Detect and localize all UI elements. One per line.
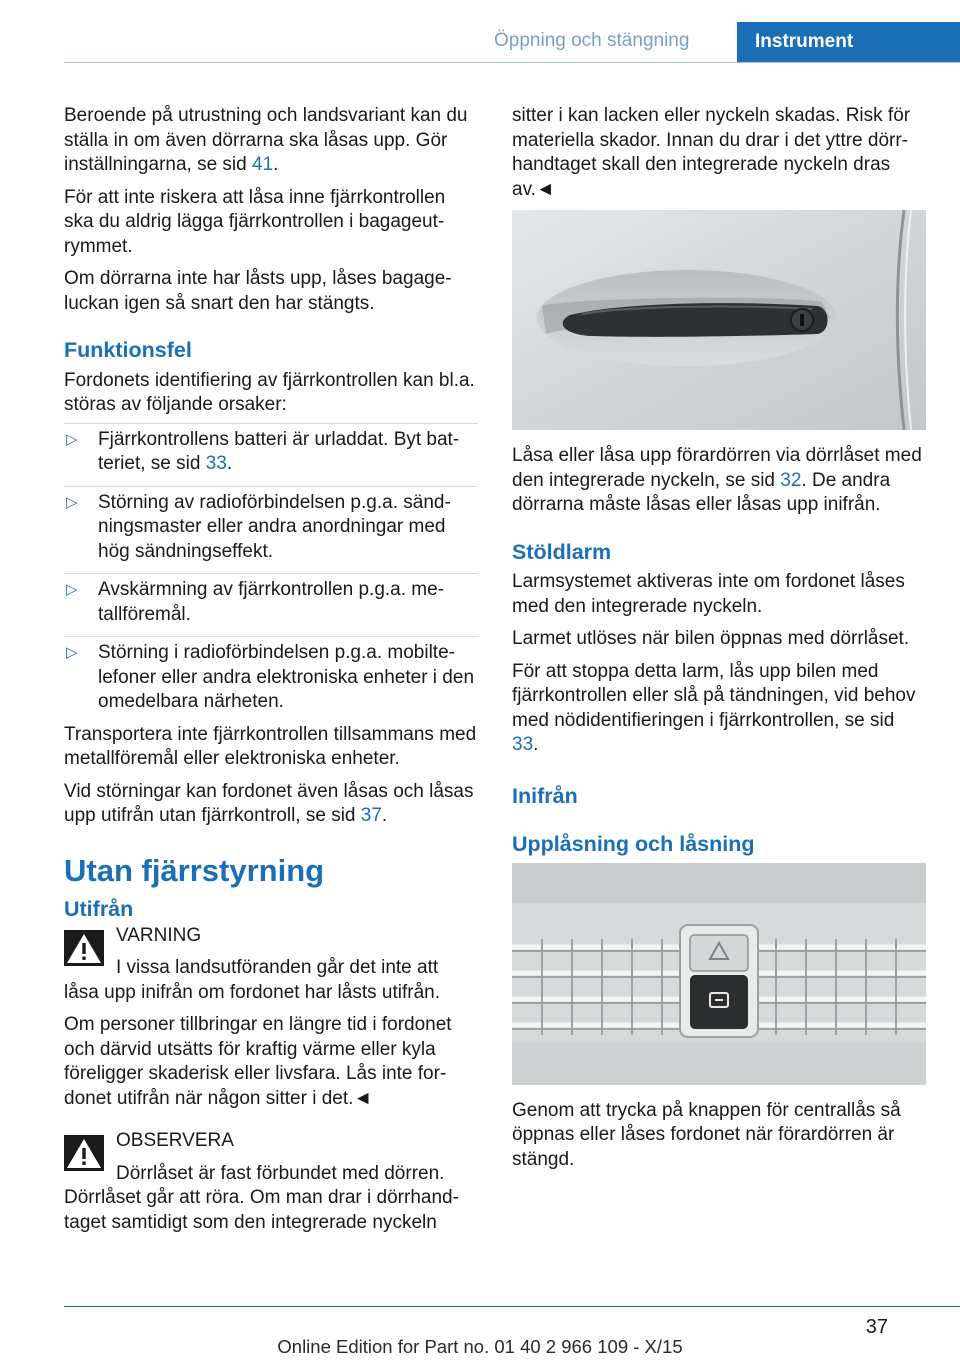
caution-text: Dörrlåset är fast förbundet med dörren. [116, 1162, 445, 1184]
warning-title: VARNING [116, 924, 202, 946]
paragraph: Om dörrarna inte har låsts upp, låses bagageluckan igen så snart den har stängts. [64, 268, 452, 314]
list-item: ▷ Avskärmning av fjärrkontrollen p.g.a. metallföremål. [64, 578, 478, 627]
paragraph: Om personer tillbringar en längre tid i fordonet och därvid utsätts för kraftig värme eller kyla föreligger skaderisk eller livsfara. Lås inte fordonet utifrån när någon sitter i det.◄ [64, 1014, 452, 1109]
paragraph: För att inte riskera att låsa inne fjärrkontrollen ska du aldrig lägga fjärrkontrollen i bagageutrymmet. [64, 186, 446, 257]
door-handle-image [512, 210, 926, 430]
page-link[interactable]: 33 [205, 453, 227, 474]
caution-title: OBSERVERA [116, 1130, 234, 1151]
footer-edition: Online Edition for Part no. 01 40 2 966 109 - X/15 [277, 1336, 683, 1357]
bullet-triangle-icon: ▷ [66, 430, 78, 448]
right-column [512, 104, 926, 1180]
bullet-triangle-icon: ▷ [66, 581, 78, 598]
heading-inside: Inifrån [512, 783, 578, 808]
paragraph: För att stoppa detta larm, lås upp bilen med fjärrkontrollen eller slå på tändningen, vid behov med nödidentifieringen i fjärrkontrollen, se sid 33. [512, 660, 916, 755]
central-lock-button-image [512, 863, 926, 1085]
list-item: ▷ Fjärrkontrollens batteri är urladdat. Byt batteriet, se sid 33. [64, 428, 478, 477]
heading-outside: Utifrån [64, 897, 134, 921]
paragraph: Beroende på utrustning och landsvariant kan du ställa in om även dörrarna ska låsas upp. Gör inställningarna, se sid 41. [64, 105, 468, 175]
warning-text: I vissa landsutföranden går det inte att [116, 957, 439, 978]
header-rule [64, 62, 960, 63]
warning-triangle-icon [64, 930, 104, 966]
page-link[interactable]: 32 [780, 469, 802, 491]
caution-box [64, 1129, 478, 1235]
left-column [64, 104, 478, 1243]
paragraph: Vid störningar kan fordonet även låsas och låsas upp utifrån utan fjärrkontroll, se sid 37. [64, 780, 474, 826]
paragraph: Transportera inte fjärrkontrollen tillsammans med metallföremål eller elektroniska enheter. [64, 723, 477, 769]
heading-main: Utan fjärrstyrning [64, 852, 325, 888]
heading-alarm: Stöldlarm [512, 539, 612, 564]
bullet-triangle-icon: ▷ [66, 644, 78, 661]
caution-text: Dörrlåset går att röra. Om man drar i dörrhandtaget samtidigt som den integrerade nyckeln [64, 1187, 459, 1233]
list-item: ▷ Störning av radioförbindelsen p.g.a. sändningsmaster eller andra anordningar med hög sändningseffekt. [64, 491, 478, 565]
warning-triangle-icon [64, 1135, 104, 1171]
page-link[interactable]: 37 [360, 805, 382, 826]
page-link[interactable]: 33 [512, 734, 534, 755]
footer-rule [64, 1306, 960, 1307]
header-tab: Instrument [737, 22, 960, 62]
page-link[interactable]: 41 [252, 154, 274, 175]
warning-text: låsa upp inifrån om fordonet har låsts utifrån. [64, 981, 440, 1003]
header-section-title: Öppning och stängning [494, 30, 690, 51]
page-number: 37 [865, 1316, 888, 1338]
paragraph: Genom att trycka på knappen för centrallås så öppnas eller låses fordonet när förardörren är stängd. [512, 1099, 901, 1170]
heading-lock: Upplåsning och låsning [512, 832, 755, 856]
paragraph: Larmsystemet aktiveras inte om fordonet låses med den integrerade nyckeln. [512, 571, 905, 617]
heading-fault: Funktionsfel [64, 338, 192, 362]
paragraph: Låsa eller låsa upp förardörren via dörrlåset med den integrerade nyckeln, se sid 32. De andra dörrarna måste låsas eller låsas upp inifrån. [512, 445, 922, 515]
warning-box [64, 924, 478, 1006]
paragraph: sitter i kan lacken eller nyckeln skadas. Risk för materiella skador. Innan du drar i det yttre dörrhandtaget skall den integrerade nyckeln dras av.◄ [512, 105, 911, 200]
paragraph: Larmet utlöses när bilen öppnas med dörrlåset. [512, 628, 910, 649]
bullet-triangle-icon: ▷ [66, 493, 78, 511]
list-item: ▷ Störning i radioförbindelsen p.g.a. mobiltelefoner eller andra elektroniska enheter i den omedelbara närheten. [64, 641, 478, 715]
paragraph: Fordonets identifiering av fjärrkontrollen kan bl.a. störas av följande orsaker: [64, 369, 475, 415]
